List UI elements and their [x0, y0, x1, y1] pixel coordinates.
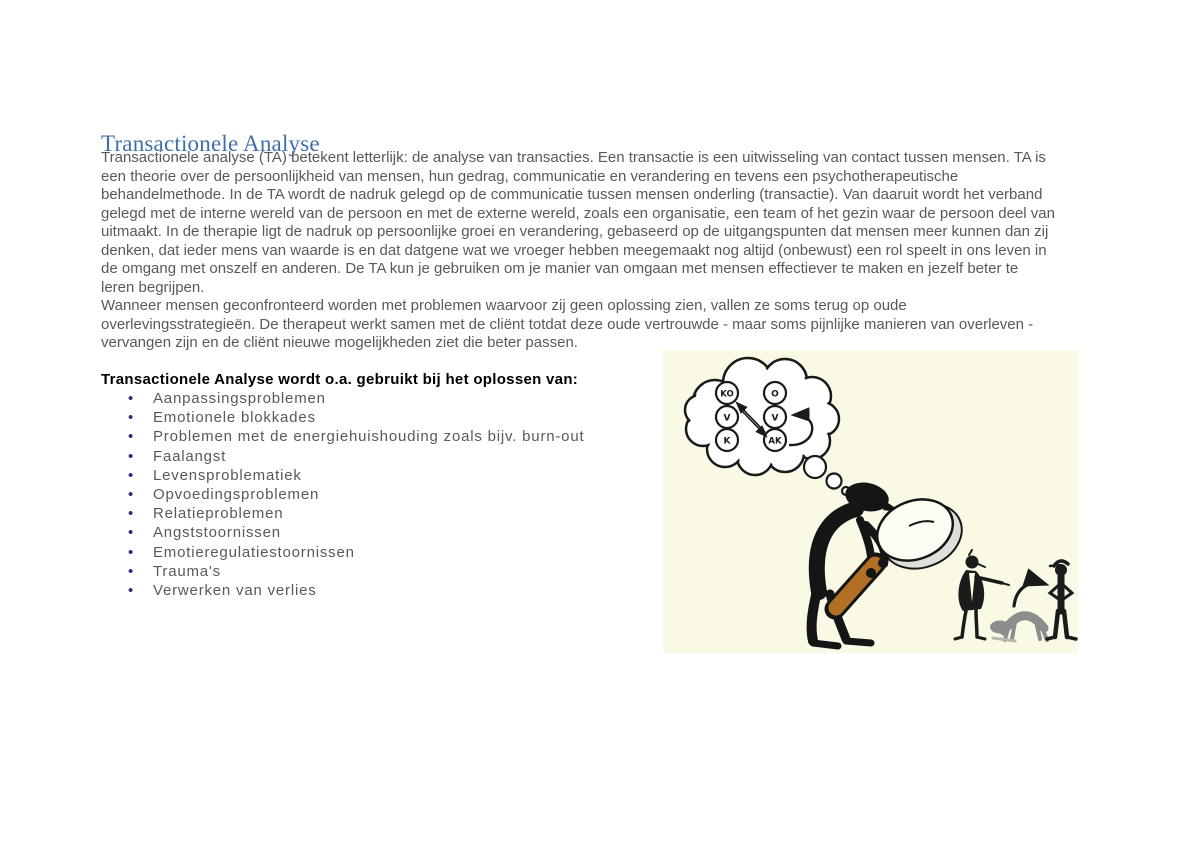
- list-item: [101, 427, 584, 446]
- list-item: [101, 504, 584, 523]
- paragraph-line: Wanneer mensen geconfronteerd worden met problemen waarvoor zij geen oplossing zien, vallen ze soms terug op oude: [101, 297, 907, 315]
- list-item: [101, 485, 584, 504]
- ego-state-label-v-left: V: [723, 413, 731, 424]
- list-item: [101, 466, 584, 485]
- paragraph-line: uitmaakt. In de therapie ligt de nadruk op persoonlijke groei en verandering, gebaseerd op de uitgangspunten dat mensen meer kunnen dan zij: [101, 223, 1049, 241]
- list-section-heading: Transactionele Analyse wordt o.a. gebruikt bij het oplossen van:: [101, 371, 579, 388]
- list-item: [101, 543, 584, 562]
- paragraph-line: Transactionele analyse (TA) betekent letterlijk: de analyse van transacties. Een transactie is een uitwisseling van contact tussen mensen. TA is: [101, 149, 1046, 166]
- paragraph-line: leren begrijpen.: [101, 278, 205, 296]
- list-item-label: Relatieproblemen: [153, 505, 284, 523]
- paragraph-line: een theorie over de persoonlijkheid van mensen, hun gedrag, communicatie en verandering en tevens een psychotherapeutische: [101, 167, 959, 185]
- bullet-icon: •: [128, 409, 135, 427]
- problem-list: [101, 389, 584, 600]
- list-item-label: Problemen met de energiehuishouding zoals bijv. burn-out: [153, 428, 585, 446]
- page-title: Transactionele Analyse: [101, 131, 320, 157]
- ego-state-label-o: O: [771, 389, 779, 400]
- list-item-label: Verwerken van verlies: [153, 582, 317, 600]
- paragraph-line: vervangen zijn en de cliënt nieuwe mogelijkheden ziet die beter passen.: [101, 334, 578, 352]
- list-item-label: Faalangst: [153, 447, 227, 465]
- list-item-label: Angststoornissen: [153, 524, 281, 542]
- observer-hand: [878, 558, 888, 568]
- list-item: [101, 581, 584, 600]
- ta-cartoon-svg: [663, 350, 1078, 653]
- list-item: [101, 523, 584, 542]
- bullet-icon: •: [128, 486, 135, 504]
- paragraph-line: overlevingsstrategieën. De therapeut werkt samen met de cliënt totdat deze oude vertrouwde - maar soms pijnlijke manieren van overleven -: [101, 315, 1034, 333]
- bullet-icon: •: [128, 562, 135, 580]
- body-text: [101, 149, 1055, 353]
- list-item-label: Opvoedingsproblemen: [153, 486, 320, 504]
- ego-state-label-k: K: [723, 436, 731, 447]
- list-item-label: Trauma's: [153, 562, 221, 580]
- bullet-icon: •: [128, 524, 135, 542]
- observer-hand: [866, 568, 876, 578]
- list-item: [101, 562, 584, 581]
- paragraph-line: behandelmethode. In de TA wordt de nadruk gelegd op de communicatie tussen mensen onderling (transactie). Van daaruit wordt het verband: [101, 186, 1043, 204]
- ta-cartoon-illustration: [663, 350, 1078, 653]
- bullet-icon: •: [128, 390, 135, 407]
- list-item: [101, 447, 584, 466]
- list-item-label: Aanpassingsproblemen: [153, 390, 326, 407]
- bullet-icon: •: [128, 466, 135, 484]
- list-item: [101, 389, 584, 408]
- ego-state-label-v-right: V: [771, 413, 779, 424]
- bullet-icon: •: [128, 447, 135, 465]
- bullet-icon: •: [128, 505, 135, 523]
- list-item-label: Emotionele blokkades: [153, 409, 316, 427]
- paragraph-line: gelegd met de interne wereld van de persoon en met de externe wereld, zoals een organisatie, een team of het gezin waar de persoon deel van: [101, 204, 1055, 222]
- list-item: [101, 408, 584, 427]
- list-item-label: Emotieregulatiestoornissen: [153, 543, 355, 561]
- ego-state-label-ak: AK: [768, 436, 782, 447]
- ego-state-label-ko: KO: [720, 389, 734, 400]
- list-item-label: Levensproblematiek: [153, 466, 302, 484]
- bullet-icon: •: [128, 428, 135, 446]
- bullet-icon: •: [128, 582, 135, 600]
- paragraph-line: de omgang met onszelf en anderen. De TA kun je gebruiken om je manier van omgaan met mensen effectiever te maken en jezelf beter te: [101, 260, 1019, 278]
- paragraph-line: denken, dat ieder mens van waarde is en dat datgene wat we vroeger hebben meegemaakt nog altijd (onbewust) een rol speelt in ons leven in: [101, 241, 1047, 259]
- bullet-icon: •: [128, 543, 135, 561]
